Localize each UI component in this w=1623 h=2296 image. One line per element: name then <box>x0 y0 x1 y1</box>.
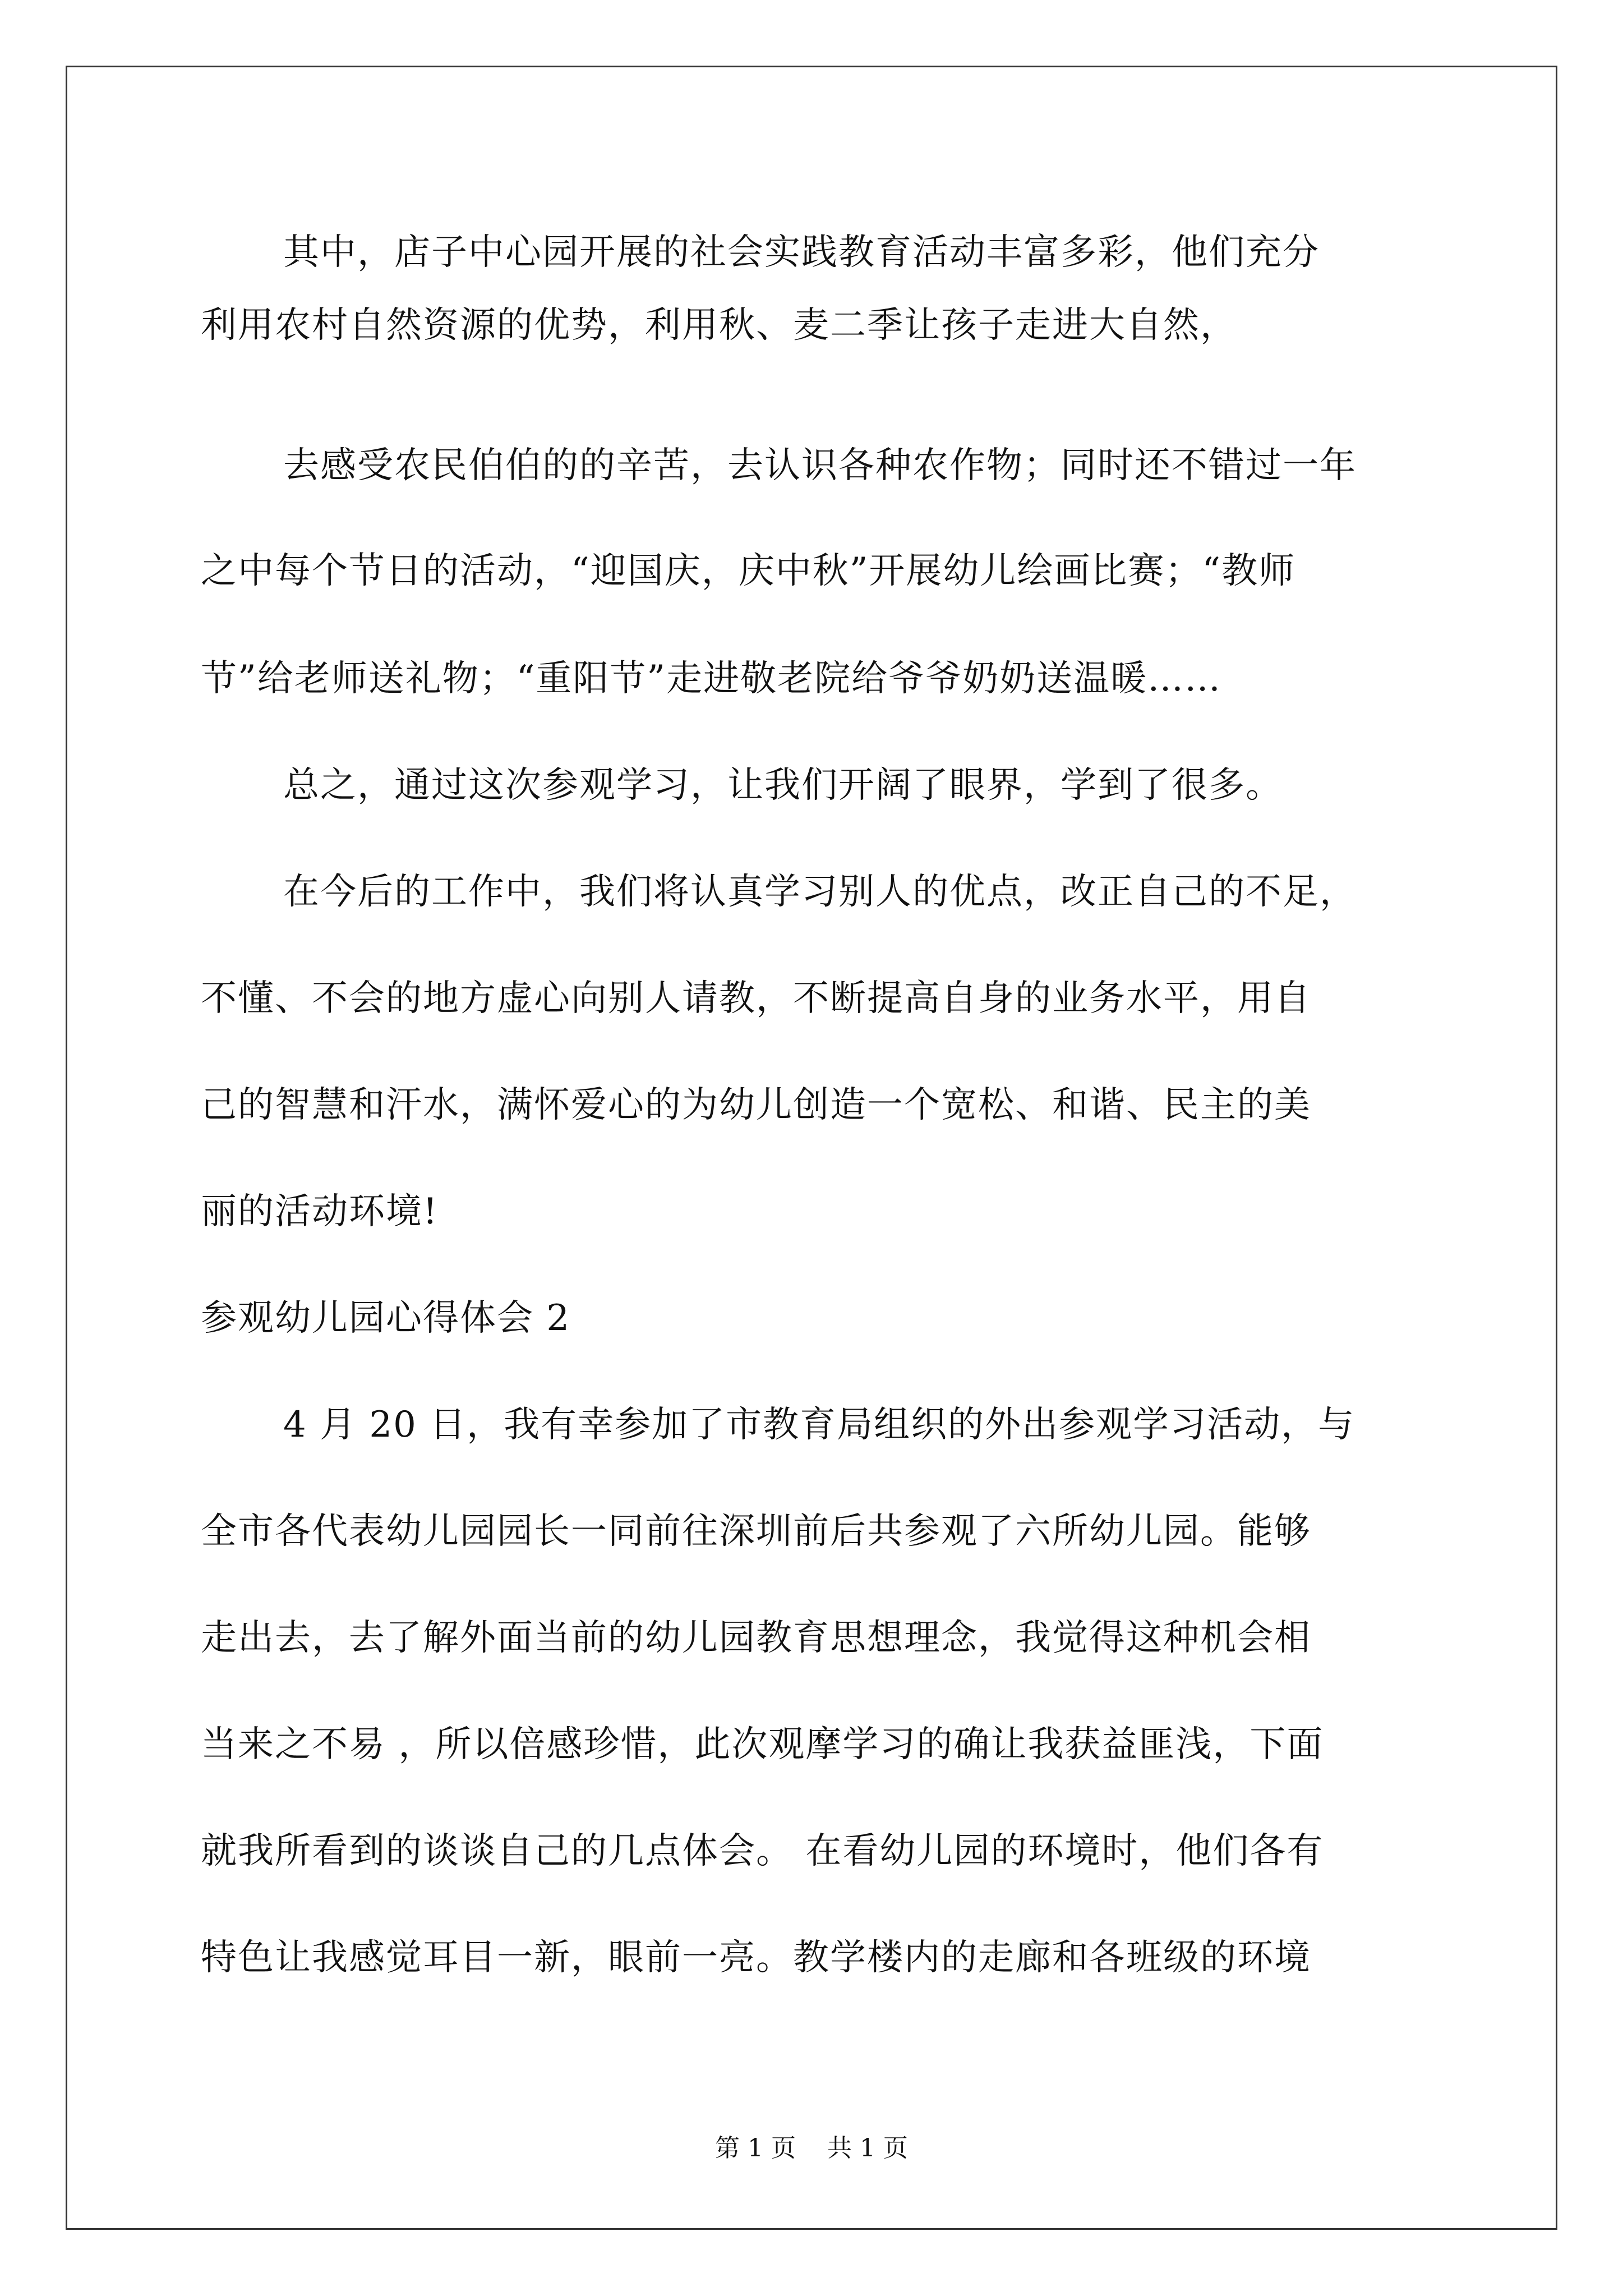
page-footer: 第 1 页 共 1 页 <box>715 2134 908 2162</box>
text-line: 特色让我感觉耳目一新，眼前一亮。教学楼内的走廊和各班级的环境 <box>201 1937 1311 1978</box>
text-line: 当来之不易 ，所以倍感珍惜，此次观摩学习的确让我获益匪浅，下面 <box>201 1724 1324 1765</box>
text-line: 去感受农民伯伯的的辛苦，去认识各种农作物；同时还不错过一年 <box>283 445 1357 486</box>
text-line: 节”给老师送礼物；“重阳节”走进敬老院给爷爷奶奶送温暖…… <box>201 658 1222 700</box>
text-line: 4 月 20 日，我有幸参加了市教育局组织的外出参观学习活动，与 <box>283 1404 1355 1446</box>
text-line: 之中每个节日的活动，“迎国庆，庆中秋”开展幼儿绘画比赛；“教师 <box>201 550 1296 592</box>
text-line: 不懂、不会的地方虚心向别人请教，不断提高自身的业务水平，用自 <box>201 978 1311 1019</box>
text-line: 己的智慧和汗水，满怀爱心的为幼儿创造一个宽松、和谐、民主的美 <box>201 1084 1311 1126</box>
text-line: 丽的活动环境! <box>201 1191 439 1232</box>
text-line: 走出去，去了解外面当前的幼儿园教育思想理念，我觉得这种机会相 <box>201 1617 1311 1659</box>
section-heading: 参观幼儿园心得体会 2 <box>201 1297 571 1339</box>
text-line: 总之，通过这次参观学习，让我们开阔了眼界，学到了很多。 <box>283 765 1283 806</box>
text-line: 全市各代表幼儿园园长一同前往深圳前后共参观了六所幼儿园。能够 <box>201 1511 1311 1552</box>
text-line: 利用农村自然资源的优势，利用秋、麦二季让孩子走进大自然， <box>201 305 1237 346</box>
text-line: 在今后的工作中，我们将认真学习别人的优点，改正自己的不足， <box>283 871 1357 913</box>
text-line: 其中，店子中心园开展的社会实践教育活动丰富多彩，他们充分 <box>283 232 1320 273</box>
page-border <box>66 66 1557 2230</box>
text-line: 就我所看到的谈谈自己的几点体会。 在看幼儿园的环境时，他们各有 <box>201 1830 1324 1872</box>
